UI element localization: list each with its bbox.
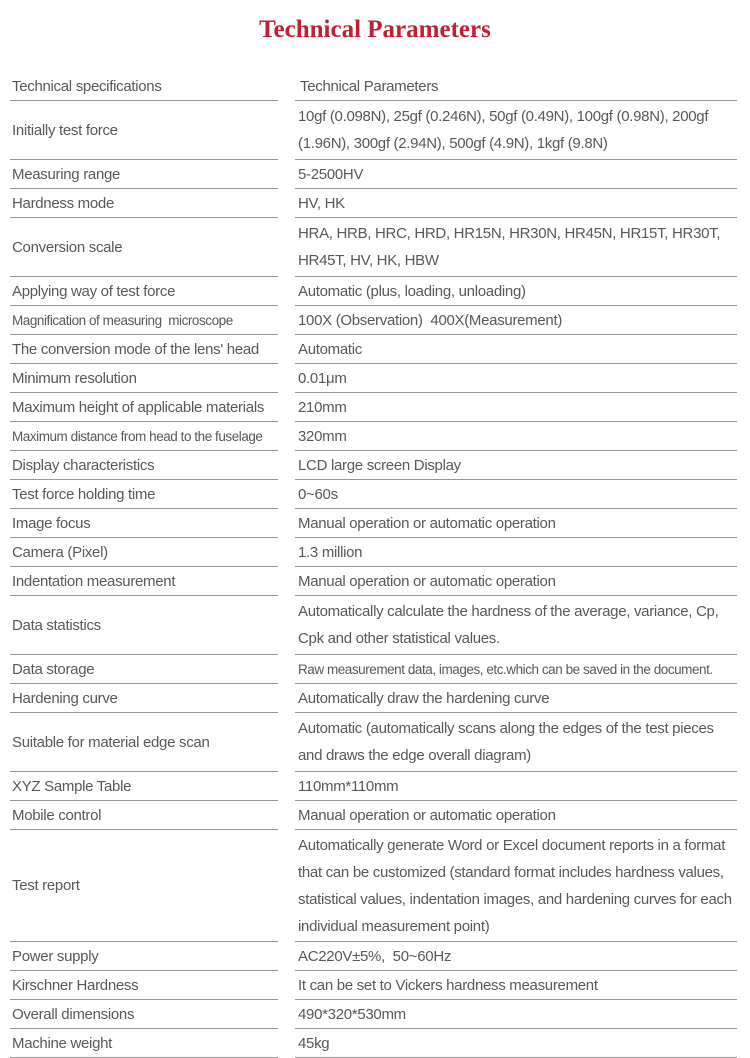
spec-label: The conversion mode of the lens' head (10, 335, 278, 364)
spec-row-kirschner-hardness (10, 971, 737, 1000)
spec-value: It can be set to Vickers hardness measurement (295, 971, 737, 1000)
spec-label: Kirschner Hardness (10, 971, 278, 1000)
spec-label: Data statistics (10, 596, 278, 655)
spec-label: Applying way of test force (10, 277, 278, 306)
spec-row-max-distance (10, 422, 737, 451)
spec-row-holding-time (10, 480, 737, 509)
spec-value: 1.3 million (295, 538, 737, 567)
spec-row-machine-weight (10, 1029, 737, 1058)
spec-label: Minimum resolution (10, 364, 278, 393)
spec-value: Automatically draw the hardening curve (295, 684, 737, 713)
spec-table (10, 73, 737, 1058)
spec-value: 100X (Observation) 400X(Measurement) (295, 306, 737, 335)
spec-label: Test report (10, 830, 278, 942)
spec-row-data-storage (10, 655, 737, 684)
spec-row-minimum-resolution (10, 364, 737, 393)
spec-row-hardness-mode (10, 189, 737, 218)
spec-label: Magnification of measuring microscope (10, 306, 278, 335)
spec-row-image-focus (10, 509, 737, 538)
spec-row-lens-conversion-mode (10, 335, 737, 364)
spec-label: Image focus (10, 509, 278, 538)
spec-label: Overall dimensions (10, 1000, 278, 1029)
spec-value: 320mm (295, 422, 737, 451)
spec-value: 110mm*110mm (295, 772, 737, 801)
spec-label: Data storage (10, 655, 278, 684)
spec-value: Automatically generate Word or Excel document reports in a format that can be customized (standard format includes hardness values, statistical values, indentation images, and hardening curves for each individual measurement point) (295, 830, 737, 942)
spec-label: Mobile control (10, 801, 278, 830)
spec-label: Initially test force (10, 101, 278, 160)
spec-row-hardening-curve (10, 684, 737, 713)
spec-row-xyz-sample-table (10, 772, 737, 801)
spec-label: Camera (Pixel) (10, 538, 278, 567)
header-label: Technical specifications (10, 73, 278, 101)
spec-label: Test force holding time (10, 480, 278, 509)
spec-value: LCD large screen Display (295, 451, 737, 480)
spec-label: Power supply (10, 942, 278, 971)
spec-value: 210mm (295, 393, 737, 422)
spec-value: 10gf (0.098N), 25gf (0.246N), 50gf (0.49N), 100gf (0.98N), 200gf (1.96N), 300gf (2.94N), 500gf (4.9N), 1kgf (9.8N) (295, 101, 737, 160)
spec-value: Manual operation or automatic operation (295, 801, 737, 830)
spec-value: 0.01μm (295, 364, 737, 393)
table-header-row (10, 73, 737, 101)
spec-row-camera-pixel (10, 538, 737, 567)
spec-value: Manual operation or automatic operation (295, 509, 737, 538)
spec-label: Suitable for material edge scan (10, 713, 278, 772)
spec-value: AC220V±5%, 50~60Hz (295, 942, 737, 971)
spec-row-applying-way (10, 277, 737, 306)
spec-label: Hardness mode (10, 189, 278, 218)
spec-label: Measuring range (10, 160, 278, 189)
spec-label: Machine weight (10, 1029, 278, 1058)
spec-label: Indentation measurement (10, 567, 278, 596)
spec-row-measuring-range (10, 160, 737, 189)
spec-row-initial-test-force (10, 101, 737, 160)
spec-label: Maximum height of applicable materials (10, 393, 278, 422)
spec-value: Manual operation or automatic operation (295, 567, 737, 596)
spec-row-test-report (10, 830, 737, 942)
spec-label: Conversion scale (10, 218, 278, 277)
spec-label: XYZ Sample Table (10, 772, 278, 801)
spec-row-power-supply (10, 942, 737, 971)
spec-row-indentation-measurement (10, 567, 737, 596)
spec-value: 0~60s (295, 480, 737, 509)
spec-row-mobile-control (10, 801, 737, 830)
spec-value: Automatic (automatically scans along the edges of the test pieces and draws the edge overall diagram) (295, 713, 737, 772)
spec-label: Display characteristics (10, 451, 278, 480)
spec-row-magnification (10, 306, 737, 335)
spec-value: HRA, HRB, HRC, HRD, HR15N, HR30N, HR45N, HR15T, HR30T, HR45T, HV, HK, HBW (295, 218, 737, 277)
page-title: Technical Parameters (259, 16, 491, 43)
spec-value: Raw measurement data, images, etc.which can be saved in the document. (295, 655, 737, 684)
header-value: Technical Parameters (295, 73, 737, 101)
spec-label: Maximum distance from head to the fuselage (10, 422, 278, 451)
spec-row-max-height (10, 393, 737, 422)
spec-value: Automatically calculate the hardness of the average, variance, Cp, Cpk and other statistical values. (295, 596, 737, 655)
spec-row-display-characteristics (10, 451, 737, 480)
spec-label: Hardening curve (10, 684, 278, 713)
spec-value: 5-2500HV (295, 160, 737, 189)
spec-value: 45kg (295, 1029, 737, 1058)
spec-row-overall-dimensions (10, 1000, 737, 1029)
spec-value: Automatic (plus, loading, unloading) (295, 277, 737, 306)
spec-value: HV, HK (295, 189, 737, 218)
spec-row-edge-scan (10, 713, 737, 772)
spec-row-data-statistics (10, 596, 737, 655)
spec-value: Automatic (295, 335, 737, 364)
spec-row-conversion-scale (10, 218, 737, 277)
spec-value: 490*320*530mm (295, 1000, 737, 1029)
